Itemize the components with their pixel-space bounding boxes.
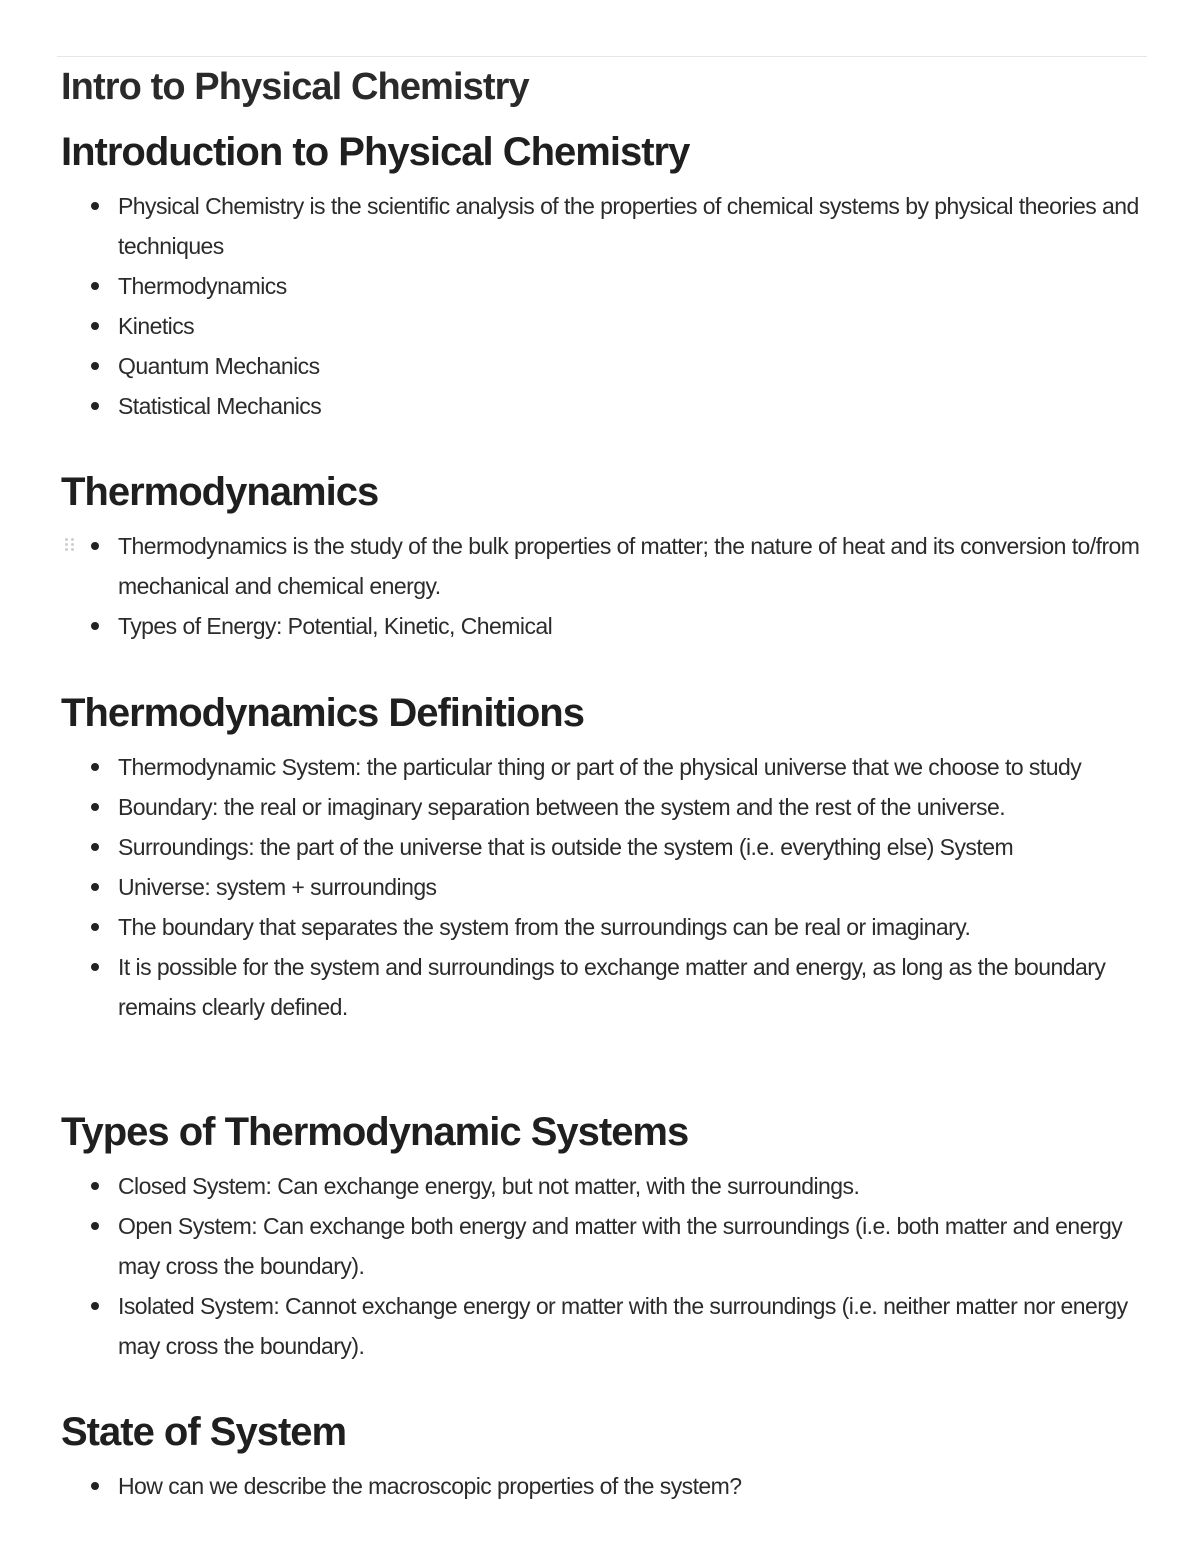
list-item-text: Open System: Can exchange both energy and matter with the surroundings (i.e. both matter and energy may cross the boundary). xyxy=(118,1213,1123,1279)
bullet-list xyxy=(0,747,1200,1027)
bullet-icon xyxy=(91,202,99,210)
bullet-icon xyxy=(91,1302,99,1310)
list-item[interactable] xyxy=(0,947,1200,1027)
list-item-text: Isolated System: Cannot exchange energy or matter with the surroundings (i.e. neither matter nor energy may cross the boundary). xyxy=(118,1293,1128,1359)
list-item[interactable] xyxy=(0,827,1200,867)
list-item-text: Physical Chemistry is the scientific analysis of the properties of chemical systems by physical theories and techniques xyxy=(118,193,1139,259)
bullet-icon xyxy=(91,923,99,931)
list-item-text: The boundary that separates the system from the surroundings can be real or imaginary. xyxy=(118,914,971,940)
bullet-icon xyxy=(91,402,99,410)
list-item-text: Thermodynamics xyxy=(118,273,287,299)
list-item[interactable] xyxy=(0,1466,1200,1506)
list-item[interactable] xyxy=(0,907,1200,947)
list-item-text: Boundary: the real or imaginary separation between the system and the rest of the universe. xyxy=(118,794,1006,820)
list-item-text: Types of Energy: Potential, Kinetic, Chemical xyxy=(118,613,553,639)
bullet-icon xyxy=(91,542,99,550)
list-item-text: Statistical Mechanics xyxy=(118,393,322,419)
bullet-icon xyxy=(91,1222,99,1230)
list-item-text: It is possible for the system and surroundings to exchange matter and energy, as long as the boundary remains clearly defined. xyxy=(118,954,1106,1020)
list-item[interactable] xyxy=(0,526,1200,606)
list-item-text: Thermodynamic System: the particular thing or part of the physical universe that we choose to study xyxy=(118,754,1082,780)
list-item[interactable] xyxy=(0,606,1200,646)
top-divider xyxy=(57,56,1147,57)
bullet-list xyxy=(0,526,1200,646)
list-item-text: Quantum Mechanics xyxy=(118,353,320,379)
bullet-icon xyxy=(91,1482,99,1490)
list-item-text: Thermodynamics is the study of the bulk properties of matter; the nature of heat and its conversion to/from mechanical and chemical energy. xyxy=(118,533,1140,599)
bullet-icon xyxy=(91,322,99,330)
section-heading: State of System xyxy=(61,1410,347,1454)
list-item[interactable] xyxy=(0,1166,1200,1206)
list-item[interactable] xyxy=(0,867,1200,907)
bullet-icon xyxy=(91,362,99,370)
bullet-icon xyxy=(91,622,99,630)
section-heading: Thermodynamics Definitions xyxy=(61,691,584,735)
list-item-text: Kinetics xyxy=(118,313,195,339)
list-item-text: How can we describe the macroscopic properties of the system? xyxy=(118,1473,742,1499)
bullet-list xyxy=(0,1166,1200,1366)
drag-handle-icon[interactable] xyxy=(64,537,78,551)
list-item[interactable] xyxy=(0,386,1200,426)
list-item-text: Closed System: Can exchange energy, but not matter, with the surroundings. xyxy=(118,1173,860,1199)
list-item[interactable] xyxy=(0,747,1200,787)
list-item[interactable] xyxy=(0,787,1200,827)
bullet-icon xyxy=(91,883,99,891)
list-item[interactable] xyxy=(0,346,1200,386)
bullet-icon xyxy=(91,282,99,290)
bullet-icon xyxy=(91,763,99,771)
document-title: Intro to Physical Chemistry xyxy=(61,66,529,108)
bullet-icon xyxy=(91,1182,99,1190)
list-item[interactable] xyxy=(0,266,1200,306)
section-heading: Introduction to Physical Chemistry xyxy=(61,130,690,174)
section-heading: Types of Thermodynamic Systems xyxy=(61,1110,689,1154)
bullet-list xyxy=(0,186,1200,426)
list-item[interactable] xyxy=(0,1206,1200,1286)
section-heading: Thermodynamics xyxy=(61,470,379,514)
list-item[interactable] xyxy=(0,306,1200,346)
list-item[interactable] xyxy=(0,1286,1200,1366)
list-item[interactable] xyxy=(0,186,1200,266)
bullet-icon xyxy=(91,803,99,811)
bullet-icon xyxy=(91,843,99,851)
bullet-icon xyxy=(91,963,99,971)
list-item-text: Universe: system + surroundings xyxy=(118,874,437,900)
list-item-text: Surroundings: the part of the universe that is outside the system (i.e. everything else) System xyxy=(118,834,1014,860)
bullet-list xyxy=(0,1466,1200,1506)
